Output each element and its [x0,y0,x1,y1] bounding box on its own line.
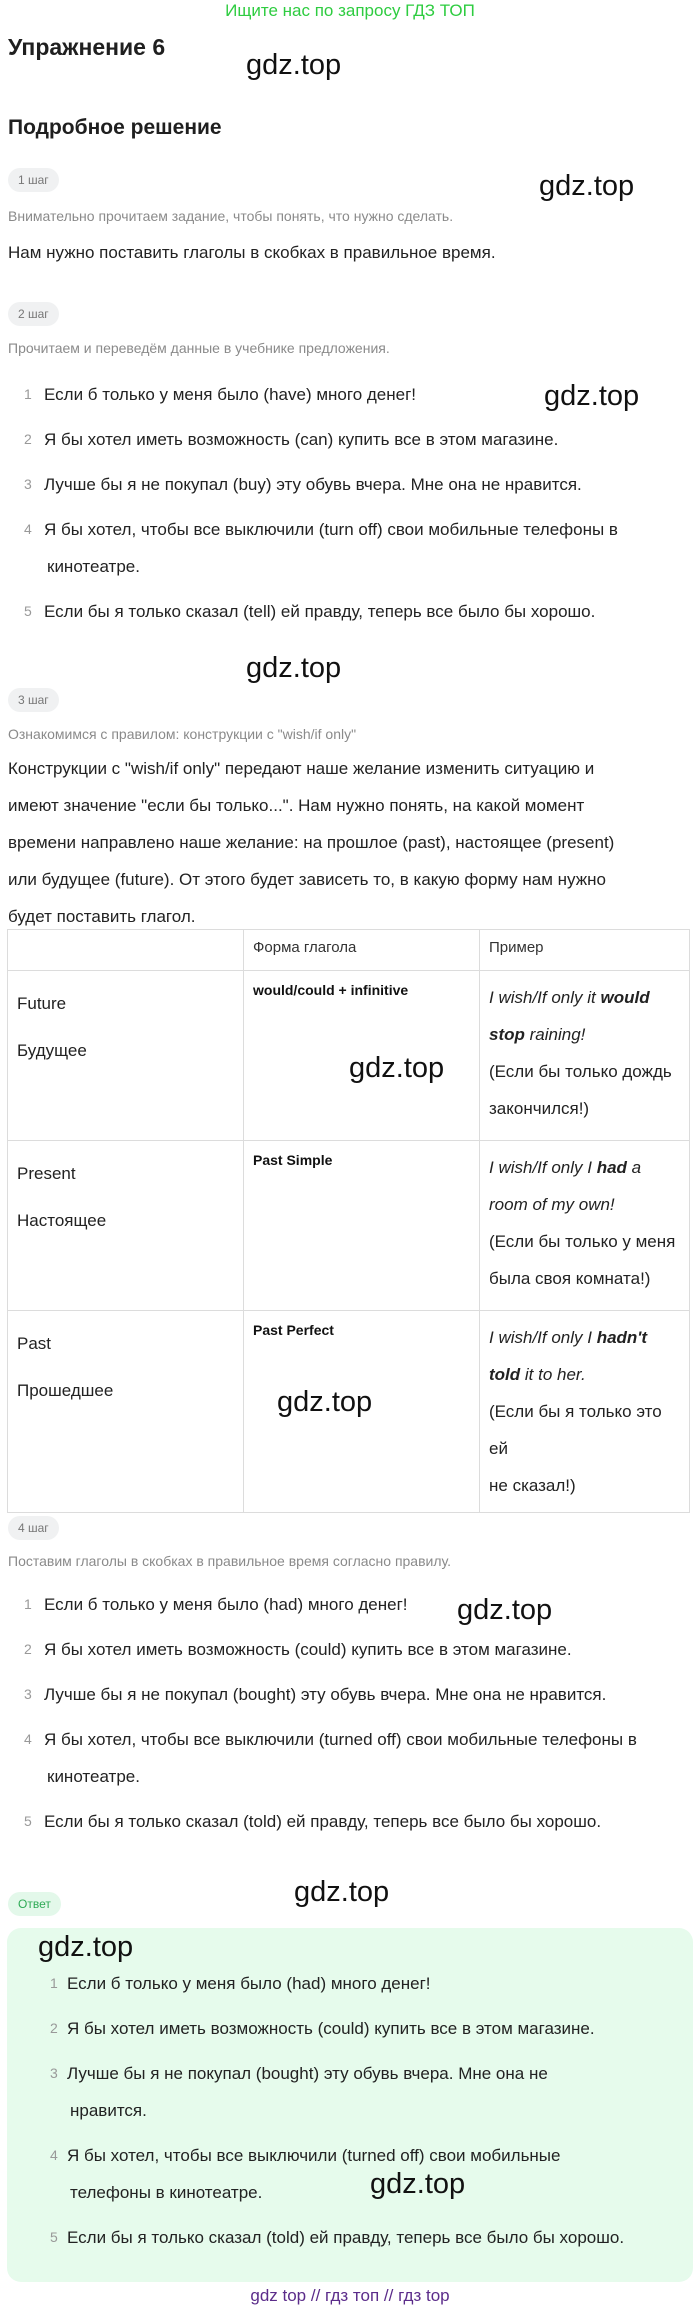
item-number: 4 [24,521,32,537]
rule-line: имеют значение "если бы только...". Нам нужно понять, на какой момент [8,796,585,815]
item-text: Я бы хотел, чтобы все выключили (turn off) свои мобильные телефоны в [44,520,618,539]
rules-table [7,929,690,1513]
verb-form: Past Perfect [253,1322,334,1338]
watermark: gdz.top [370,2168,466,2200]
step-description: Ознакомимся с правилом: конструкции с "wish/if only" [8,726,357,742]
item-number: 2 [50,2020,58,2036]
step-badge: 1 шаг [8,168,59,192]
item-text: Если бы я только сказал (told) ей правду, теперь все было бы хорошо. [44,1812,602,1831]
example-ru: (Если бы только дождь закончился!) [489,1062,672,1118]
verb-form: Past Simple [253,1152,333,1168]
answer-badge: Ответ [8,1892,61,1916]
footer-separator: // [310,2286,321,2305]
step-description: Внимательно прочитаем задание, чтобы понять, что нужно сделать. [8,208,454,224]
table-header-row [8,930,690,971]
watermark: gdz.top [349,1052,445,1084]
item-number: 5 [24,603,32,619]
footer-link[interactable]: gdz top [250,2286,307,2305]
footer-separator: // [383,2286,394,2305]
list-item [0,2137,700,2211]
footer-links [0,2286,700,2306]
step-description: Поставим глаголы в скобках в правильное время согласно правилу. [8,1553,452,1569]
rule-line: Конструкции с "wish/if only" передают наше желание изменить ситуацию и [8,759,595,778]
item-number: 1 [24,386,32,402]
list-item [0,1631,700,1668]
sentence-list [0,1586,700,1848]
item-text: Я бы хотел, чтобы все выключили (turned off) свои мобильные телефоны в [44,1730,637,1749]
item-text: кинотеатре. [47,1767,140,1786]
list-item [0,593,700,630]
sentence-list [0,376,700,638]
step-badge: 4 шаг [8,1516,59,1540]
example-en: I wish/If only I had a room of my own! [489,1158,642,1214]
watermark: gdz.top [544,380,640,412]
list-item [0,1586,700,1623]
list-item [0,1721,700,1795]
example-en: I wish/If only I hadn't told it to her. [489,1328,648,1384]
item-text: кинотеатре. [47,557,140,576]
watermark: gdz.top [246,652,342,684]
item-number: 5 [50,2229,58,2245]
item-text: Лучше бы я не покупал (bought) эту обувь вчера. Мне она не [67,2064,548,2083]
item-number: 1 [50,1975,58,1991]
list-item [0,2055,700,2129]
item-text: Я бы хотел иметь возможность (can) купить все в этом магазине. [44,430,559,449]
step-badge: 3 шаг [8,688,59,712]
form-cell [244,1141,480,1311]
example-en: I wish/If only it would stop raining! [489,988,650,1044]
tense-en: Present [17,1164,76,1183]
tense-en: Future [17,994,67,1013]
item-number: 3 [24,476,32,492]
item-number: 3 [24,1686,32,1702]
list-item [0,421,700,458]
rule-line: или будущее (future). От этого будет зависеть то, в какую форму нам нужно [8,870,606,889]
tense-en: Past [17,1334,52,1353]
item-text: Лучше бы я не покупал (bought) эту обувь вчера. Мне она не нравится. [44,1685,607,1704]
item-number: 4 [24,1731,32,1747]
item-text: Я бы хотел иметь возможность (could) купить все в этом магазине. [67,2019,595,2038]
tense-ru: Будущее [17,1041,87,1060]
rule-line: времени направлено наше желание: на прошлое (past), настоящее (present) [8,833,615,852]
item-number: 1 [24,1596,32,1612]
item-text: телефоны в кинотеатре. [70,2183,263,2202]
item-text: нравится. [70,2101,147,2120]
solution-heading: Подробное решение [8,116,222,139]
tense-ru: Прошедшее [17,1381,114,1400]
list-item [0,1676,700,1713]
table-header: Форма глагола [244,930,480,971]
watermark: gdz.top [457,1594,553,1626]
item-text: Если б только у меня было (had) много денег! [44,1595,408,1614]
item-text: Если бы я только сказал (tell) ей правду, теперь все было бы хорошо. [44,602,596,621]
search-banner: Ищите нас по запросу ГДЗ ТОП [225,1,475,20]
list-item [0,376,700,413]
watermark: gdz.top [246,49,342,81]
item-number: 2 [24,431,32,447]
example-cell [480,1141,690,1311]
item-number: 2 [24,1641,32,1657]
watermark: gdz.top [294,1876,390,1908]
step-text: Нам нужно поставить глаголы в скобках в правильное время. [8,243,496,262]
list-item [0,511,700,585]
tense-cell [8,971,244,1141]
step-description: Прочитаем и переведём данные в учебнике предложения. [8,340,390,356]
table-row [8,1141,690,1311]
watermark: gdz.top [539,170,635,202]
table-header: Пример [480,930,690,971]
watermark: gdz.top [277,1386,373,1418]
item-number: 5 [24,1813,32,1829]
tense-cell [8,1141,244,1311]
example-cell [480,1311,690,1513]
table-header [8,930,244,971]
rule-line: будет поставить глагол. [8,907,196,926]
list-item [0,2010,700,2047]
watermark: gdz.top [38,1931,134,1963]
item-text: Я бы хотел иметь возможность (could) купить все в этом магазине. [44,1640,572,1659]
example-ru: (Если бы я только это ей не сказал!) [489,1402,662,1495]
example-cell [480,971,690,1141]
list-item [0,1965,700,2002]
list-item [0,2219,700,2256]
verb-form: would/could + infinitive [253,982,409,998]
item-text: Если б только у меня было (have) много денег! [44,385,417,404]
footer-link[interactable]: гдз top [398,2286,450,2305]
list-item [0,466,700,503]
rule-text [8,750,693,935]
item-number: 4 [50,2147,58,2163]
item-text: Лучше бы я не покупал (buy) эту обувь вчера. Мне она не нравится. [44,475,582,494]
footer-link[interactable]: гдз топ [325,2286,380,2305]
tense-ru: Настоящее [17,1211,107,1230]
exercise-title: Упражнение 6 [8,34,166,60]
item-text: Если бы я только сказал (told) ей правду, теперь все было бы хорошо. [67,2228,625,2247]
item-text: Если б только у меня было (had) много денег! [67,1974,431,1993]
list-item [0,1803,700,1840]
item-text: Я бы хотел, чтобы все выключили (turned off) свои мобильные [67,2146,561,2165]
item-number: 3 [50,2065,58,2081]
answer-list [0,1965,700,2264]
tense-cell [8,1311,244,1513]
example-ru: (Если бы только у меня была своя комната!) [489,1232,676,1288]
step-badge: 2 шаг [8,302,59,326]
